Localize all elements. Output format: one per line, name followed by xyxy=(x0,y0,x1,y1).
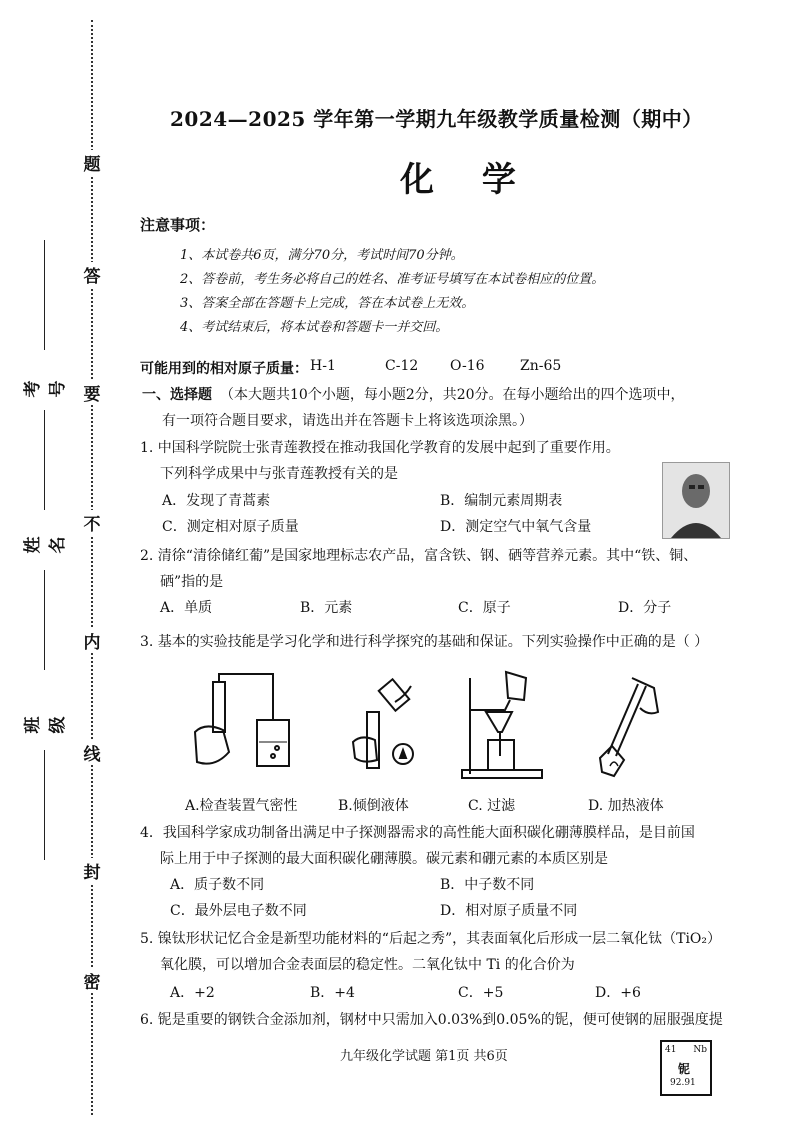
binding-word: 答 xyxy=(82,262,102,287)
q4-stem: 际上用于中子探测的最大面积碳化硼薄膜。碳元素和硼元素的本质区别是 xyxy=(160,851,608,867)
atomic-mass-c: C-12 xyxy=(385,358,419,374)
exam-number-line xyxy=(44,240,45,350)
atomic-mass-label: 可能用到的相对原子质量： xyxy=(140,361,308,377)
q5-option-d: D．+6 xyxy=(595,985,641,1001)
atomic-mass-zn: Zn-65 xyxy=(520,358,562,374)
pouring-liquid-figure xyxy=(345,672,435,786)
note-item: 1、本试卷共6页，满分70分，考试时间70分钟。 xyxy=(180,248,464,263)
q4-option-b: B．中子数不同 xyxy=(440,877,535,893)
notes-heading: 注意事项： xyxy=(140,216,216,234)
atomic-mass-h: H-1 xyxy=(310,358,336,374)
q2-stem: 2. 清徐“清徐储红葡”是国家地理标志农产品，富含铁、钢、硒等营养元素。其中“铁、铜、 xyxy=(140,548,698,564)
portrait-photo xyxy=(662,462,730,539)
element-symbol: Nb xyxy=(693,1045,707,1055)
binding-word: 不 xyxy=(82,510,102,535)
q1-option-b: B．编制元素周期表 xyxy=(440,493,563,509)
binding-word: 封 xyxy=(82,858,102,883)
q4-option-d: D．相对原子质量不同 xyxy=(440,903,578,919)
q5-stem: 氧化膜，可以增加合金表面层的稳定性。二氧化钛中 Ti 的化合价为 xyxy=(160,957,575,973)
q2-stem: 硒”指的是 xyxy=(160,574,224,590)
binding-margin xyxy=(0,0,120,1123)
q4-option-a: A．质子数不同 xyxy=(170,877,265,893)
heating-liquid-figure xyxy=(588,672,688,786)
airtightness-figure xyxy=(185,672,295,786)
q3-caption-a: A.检查装置气密性 xyxy=(185,798,298,814)
class-field: 班级 xyxy=(23,716,68,734)
note-item: 2、答卷前，考生务必将自己的姓名、准考证号填写在本试卷相应的位置。 xyxy=(180,272,605,287)
q1-option-a: A．发现了青蒿素 xyxy=(162,493,271,509)
exam-title: 2024—2025 学年第一学期九年级教学质量检测（期中） xyxy=(170,107,703,131)
q4-option-c: C．最外层电子数不同 xyxy=(170,903,307,919)
section-intro: （本大题共10个小题，每小题2分，共20分。在每小题给出的四个选项中， xyxy=(220,387,685,403)
q2-option-a: A．单质 xyxy=(160,600,213,616)
name-field: 姓名 xyxy=(23,536,68,554)
section-intro: 有一项符合题目要求，请选出并在答题卡上将该选项涂黑。） xyxy=(162,413,533,429)
q5-option-c: C．+5 xyxy=(458,985,504,1001)
binding-word: 内 xyxy=(82,628,102,653)
binding-dotted-line xyxy=(91,20,93,1115)
q2-option-d: D．分子 xyxy=(618,600,672,616)
name-line xyxy=(44,410,45,510)
section-heading: 一、选择题 xyxy=(142,387,212,403)
element-mass: 92.91 xyxy=(670,1078,696,1088)
q1-stem: 1. 中国科学院院士张青莲教授在推动我国化学教育的发展中起到了重要作用。 xyxy=(140,440,620,456)
subject-title: 化 学 xyxy=(400,160,534,200)
q2-option-b: B．元素 xyxy=(300,600,353,616)
class-line-top xyxy=(44,570,45,670)
binding-word: 要 xyxy=(82,380,102,405)
element-number: 41 xyxy=(665,1045,677,1055)
q1-stem: 下列科学成果中与张青莲教授有关的是 xyxy=(160,466,398,482)
class-line xyxy=(44,750,45,860)
q2-option-c: C．原子 xyxy=(458,600,511,616)
q3-caption-b: B.倾倒液体 xyxy=(338,798,409,814)
atomic-mass-o: O-16 xyxy=(450,358,485,374)
note-item: 3、答案全部在答题卡上完成，答在本试卷上无效。 xyxy=(180,296,475,311)
q3-caption-c: C. 过滤 xyxy=(468,798,516,814)
exam-number-field: 考号 xyxy=(23,380,68,398)
element-card xyxy=(660,1040,712,1096)
q6-stem: 6. 铌是重要的钢铁合金添加剂，钢材中只需加入0.03%到0.05%的铌，便可使钢的屈服强度提 xyxy=(140,1012,723,1028)
q1-option-c: C．测定相对原子质量 xyxy=(162,519,299,535)
q1-option-d: D．测定空气中氧气含量 xyxy=(440,519,592,535)
q4-stem: 4．我国科学家成功制备出满足中子探测器需求的高性能大面积碳化硼薄膜样品，是目前国 xyxy=(140,825,695,841)
note-item: 4、考试结束后，将本试卷和答题卡一并交回。 xyxy=(180,320,449,335)
element-name: 铌 xyxy=(678,1062,691,1076)
q3-caption-d: D. 加热液体 xyxy=(588,798,664,814)
page-footer: 九年级化学试题 第1页 共6页 xyxy=(340,1049,508,1064)
filtration-figure xyxy=(458,670,558,786)
q3-stem: 3. 基本的实验技能是学习化学和进行科学探究的基础和保证。下列实验操作中正确的是（ ） xyxy=(140,634,709,650)
q5-stem: 5. 镍钛形状记忆合金是新型功能材料的“后起之秀”，其表面氧化后形成一层二氧化钛（TiO₂） xyxy=(140,931,722,947)
binding-word: 密 xyxy=(82,968,102,993)
q5-option-b: B．+4 xyxy=(310,985,355,1001)
exam-page xyxy=(140,0,780,1123)
binding-word: 题 xyxy=(82,150,102,175)
q5-option-a: A．+2 xyxy=(170,985,215,1001)
binding-word: 线 xyxy=(82,740,102,765)
